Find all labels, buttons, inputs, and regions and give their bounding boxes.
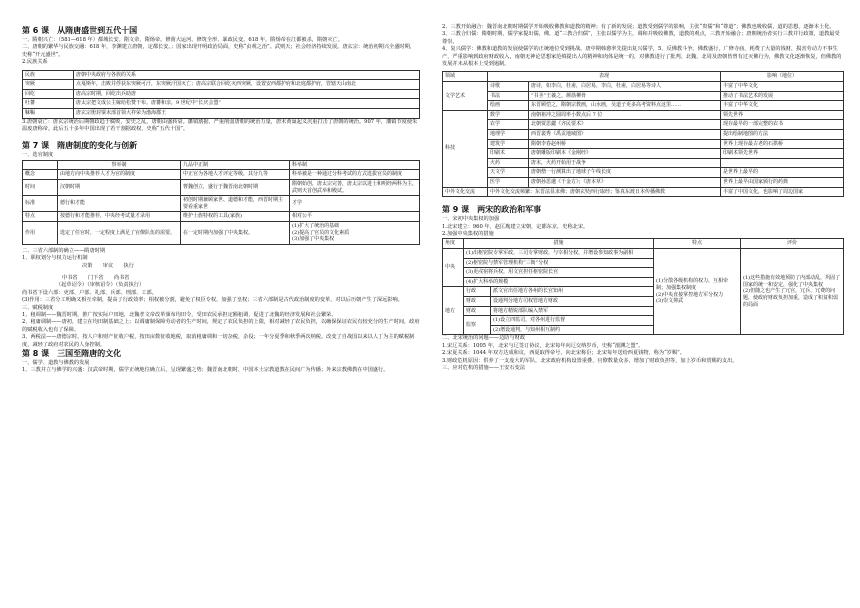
section-heading: 二、三省六部制的确立——隋唐时期 <box>22 247 106 254</box>
table-cell: 由地方向中央推荐人才为官的制度 <box>58 170 181 180</box>
table-cell: 唐朝中央政府与各族的关系 <box>74 70 420 80</box>
table-cell: 将地方精锐部队编入禁军 <box>491 306 654 316</box>
paragraph: 尚书省下设六部：吏部、户部、礼部、兵部、刑部、工部。 <box>22 289 157 296</box>
paragraph: 3、两税法——唐德宗时，按人户和财产征收户税，按田亩数征收地税，取消租庸调和一切杂税，杂役；一年分夏季和秋季两次纳税。改变了自战国以来以人丁为主的赋税制度，减轻了政府对农民的人身控制。 <box>22 334 415 348</box>
table-cell: 中外文化交流 <box>443 187 488 197</box>
paragraph: 1、租调制——魏晋时期，推广按实际户田地，北魏孝文帝改革颁布均田令，受田农民承担定额租调，促进了北魏的经济发展和社会繁荣。 <box>22 312 337 318</box>
table-row <box>443 72 844 82</box>
table-cell: 丰富了中国文化，也影响了周边国家 <box>721 187 844 197</box>
table-cell: (3)更戍宿将兵权，用文官担任枢密院长官 <box>464 268 654 278</box>
paragraph: 2、三教开始融合：魏晋南北朝时期儒学开始吸收佛教和道教的精神；有了新的发展；道教受到儒学的影响，主张“贵儒”和“尊道”；佛教也吸收儒，道的思想，逐渐本土化。 <box>442 24 835 30</box>
lesson6-title: 第 6 课 从隋唐盛世到五代十国 <box>22 26 138 35</box>
table-cell: 作用 <box>23 221 58 244</box>
table-cell: 措施 <box>464 239 654 249</box>
table-cell: 特点 <box>654 239 741 249</box>
table-cell: (2)枢密院与禁军管理机构“三衙”分权 <box>464 258 654 268</box>
table-cell: 行政 <box>464 287 491 297</box>
table-cell: 唐太宗把文成公主嫁给松赞干布。唐蕃和亲，9 世纪中“长庆会盟” <box>74 99 420 109</box>
table-cell: 财政 <box>464 296 491 306</box>
table-cell: 选定了任官时，一定程度上满足了官僚队伍的需要。 <box>58 221 181 244</box>
table-row <box>443 149 844 159</box>
table-cell: 监察 <box>464 316 491 335</box>
table-row <box>23 221 420 244</box>
table-cell: 隋朝始创，唐太宗完善，唐太宗以进士和明经两科为主，武则天首创武举和殿试。 <box>290 180 420 196</box>
table-cell: 建筑学 <box>488 139 529 149</box>
table-cell: 火药 <box>488 158 529 168</box>
table-cell: 隋朝李春赵州桥 <box>529 139 721 149</box>
left-column <box>22 26 420 375</box>
table-cell: 中央 <box>443 248 464 286</box>
table-cell: 在一定时期内加强了中央集权。 <box>181 221 290 244</box>
table-cell: 现存最早的一部完整的农书 <box>721 120 844 130</box>
table-cell: 南朝祖冲之圆周率小数点后 7 位 <box>529 110 721 120</box>
table-row <box>443 82 844 92</box>
table-cell: 汉朝时期 <box>58 180 181 196</box>
paragraph: 4、复兴儒学：佛教和道教的发展使儒学的正统地位受到挑战。唐中期韩愈率先提出复兴儒学，5、反佛教斗争。佛教盛行，广修寺庙，耗费了大量的钱财，损害劳动力不事生产，严重影响到政府财政收入，南朝无神论思想家范缜提出人的精神和肉体是统一的，对佛教进行了批判。北魏，北周及唐朝皆曾有过灭佛行为，佛教文化逐渐恢复，但佛教的发展并未从根本上受到遏制。 <box>442 46 842 68</box>
table-cell: 吐蕃 <box>23 99 74 109</box>
table-row <box>23 160 420 170</box>
paragraph: 3、三教合归儒：隋朝时期，儒学家提出儒，佛，道“三教合归儒”，主张以儒学为主，调和并吸收佛教，道教的观点，三教开始融合；唐朝统治者实行三教并行政策，道教最受尊崇。 <box>442 31 840 45</box>
table-row <box>443 239 844 249</box>
table-cell: 表现 <box>488 72 721 82</box>
table-row <box>443 139 844 149</box>
table-cell: 按德行和才能推荐，中央经考试量才录用 <box>58 212 181 222</box>
flow-labels-2: 中书省 门下省 尚书省 <box>62 274 130 281</box>
lesson8-title: 第 8 课 三国至隋唐的文化 <box>22 349 122 359</box>
table-cell: 才学 <box>290 196 420 212</box>
table-cell: 标准 <box>23 196 58 212</box>
table-cell <box>721 158 844 168</box>
table-row <box>23 170 420 180</box>
table-row <box>23 70 420 80</box>
table-cell: 丰富了中华文化 <box>721 101 844 111</box>
table-cell: 是世界上最早的 <box>721 168 844 178</box>
subheading: 1、职权划分与权力运行机制 <box>22 255 88 262</box>
table-row <box>443 177 844 187</box>
table-cell: (1)分散各级机构的权力，互相牵制；加强集权制度 (2)中央直接掌控地方军分权力 (3)崇文抑武 <box>654 248 741 334</box>
table-cell: 评价 <box>741 239 844 249</box>
table-cell: (4)扩大科举的规模 <box>464 277 654 287</box>
table-row <box>443 130 844 140</box>
selection-system-table <box>22 160 420 245</box>
table-cell: 印刷术 <box>488 149 529 159</box>
table-cell: 北朝贾思勰《齐民要术》 <box>529 120 721 130</box>
table-cell: 唐朝孙思邈《千金方》；《唐本草》 <box>529 177 721 187</box>
table-cell: “书圣”王羲之，颜筋柳骨 <box>529 91 721 101</box>
table-cell: 绘画 <box>488 101 529 111</box>
table-cell: 科举制 <box>290 160 420 170</box>
table-row <box>443 110 844 120</box>
table-row <box>443 91 844 101</box>
table-cell: (1)出枢密院专掌军政，三司专掌财政，与宰相分权，并增设参知政事为副相 <box>464 248 654 258</box>
table-cell: 财政 <box>464 306 491 316</box>
table-cell: (1)设立四监司，对各州进行监督 <box>491 316 654 326</box>
table-cell: 回纥 <box>23 89 74 99</box>
table-cell: 西晋裴秀《禹贡地域图》 <box>529 130 721 140</box>
table-cell: 科举被是一种通过分科考试的方式选拔官员的制度 <box>290 170 420 180</box>
table-cell: 突厥 <box>23 80 74 90</box>
table-cell <box>23 160 58 170</box>
section-heading: 一、儒学、道教与佛教的发展 <box>22 360 90 367</box>
table-cell: 派文官出任地方各州的长官知州 <box>491 287 654 297</box>
table-cell: 医学 <box>488 177 529 187</box>
table-cell: 曹魏创立，盛行于魏晋南北朝时期 <box>181 180 290 196</box>
table-row <box>443 168 844 178</box>
table-cell: 中外文化交流频繁：东晋法显求佛；唐朝玄奘西行取经；鉴真东渡日本传播佛教 <box>488 187 721 197</box>
lesson7-title: 第 7 课 隋唐制度的变化与创新 <box>22 141 138 151</box>
section-heading: 二、北宋统治的问题——边防与财政 <box>442 335 526 342</box>
table-row <box>23 99 420 109</box>
table-cell: 设通判分地方司权管地方财政 <box>491 296 654 306</box>
paragraph: 2、租庸调制——唐初，建立在均田制基础之上；以调庸制保障劳动者的生产时间，规定了农民负担的上限，相对减轻了农民负担，以确保保证农民有较充分的生产时间，政府的赋税收入也有了保障。 <box>22 319 420 333</box>
table-row <box>443 248 844 258</box>
table-cell: 中正官为各地人才评定等级，其分九等 <box>181 170 290 180</box>
table-cell: 唐高宗时期，回纥出兵助唐 <box>74 89 420 99</box>
table-cell: 维护士族特权的工具(家族) <box>181 212 290 222</box>
table-row <box>23 109 420 119</box>
paragraph: 2.宋夏关系：1044 年双方达成和议，西夏取得帝号，向北宋称臣；北宋每年送给西夏钱物，称为“岁赐”。 <box>442 350 685 357</box>
table-cell: 地理学 <box>488 130 529 140</box>
table-cell: 世界上最早由国家颁行的药典 <box>721 177 844 187</box>
section-heading: 一、选官制度 <box>22 152 54 159</box>
table-cell: 东晋顾恺之，隋朝宗教画，山水画，吴道子更多高考资料点这里…… <box>529 101 721 111</box>
table-cell: 察举制 <box>58 160 181 170</box>
table-row <box>443 120 844 130</box>
table-cell: 天文学 <box>488 168 529 178</box>
table-cell: 书法 <box>488 91 529 101</box>
paragraph: (3)作用：三省分工明确又相互牵制，提高了行政效率；相权被分割，避免了权臣专权，加强了皇权；三省六部制是古代政治制度的变革，对以后历朝产生了深远影响。 <box>22 297 403 304</box>
table-row <box>443 158 844 168</box>
table-cell: 诗歌 <box>488 82 529 92</box>
table-row <box>23 89 420 99</box>
table-cell: 唐诗，如李白，杜甫，白居易，李白，杜甫，白居易等诗人 <box>529 82 721 92</box>
table-cell: 影响（地位） <box>721 72 844 82</box>
paragraph: 1.宋辽关系：1005 年，北宋与辽签订协议，北宋每年向辽交纳岁币，史称“澶渊之盟”。 <box>442 342 644 349</box>
table-cell: 数学 <box>488 110 529 120</box>
table-cell: 领先世界 <box>721 110 844 120</box>
table-cell: 德行和才能 <box>58 196 181 212</box>
table-cell: 地方 <box>443 287 464 335</box>
table-cell: 唐玄宗册封粟末部首领大祚荣为渤海郡王 <box>74 109 420 119</box>
table-cell: (1)扩大了统治的基础 (2)提高了官员的文化素质 (3)加强了中央集权 <box>290 221 420 244</box>
table-cell: 世界上现存最古老的石拱桥 <box>721 139 844 149</box>
table-cell: 时间 <box>23 180 58 196</box>
table-cell: 丰富了中华文化 <box>721 82 844 92</box>
table-row <box>443 101 844 111</box>
table-cell: 文学艺术 <box>443 82 488 111</box>
table-cell: 推动了书法艺术的发展 <box>721 91 844 101</box>
ethnic-relations-table <box>22 70 420 119</box>
table-cell: 概念 <box>23 170 58 180</box>
flow-labels-3: （起草诏令）（审核诏令）（负责执行） <box>56 282 145 289</box>
culture-table <box>442 71 844 197</box>
table-cell: 九品中正制 <box>181 160 290 170</box>
paragraph: 2.加强中央集权的措施 <box>442 230 494 237</box>
table-cell: 点戛斯年，击败并俘获东突厥可汗，东突厥汗国灭亡；唐高宗联合回纥灭西突厥，设置安西都护府和北庭都护府，管辖天山南北 <box>74 80 420 90</box>
table-cell: 唐末，火药开始用于战争 <box>529 158 721 168</box>
table-row <box>443 187 844 197</box>
table-cell: 靺鞨 <box>23 109 74 119</box>
paragraph: 二、唐朝的繁华与民族交融：618 年，李渊建立唐朝，定都长安。；国家出现开明政治局面，史称“贞观之治”。武则天；社会经济持续发展。唐玄宗：统治初期兴全盛时期，史称“开元盛世”。 <box>22 44 415 58</box>
flow-labels-1: 决策 审议 执行 <box>82 262 134 269</box>
paragraph: 2.民族关系 <box>22 59 48 66</box>
section-heading: 一、宋初中央集权的加强 <box>442 216 500 223</box>
table-cell: 领域 <box>443 72 488 82</box>
paragraph: 1、三教并立与佛学的兴盛：汉武帝时期，儒学正统地位确立后，呈现繁盛之势；魏晋南北朝时，中国本土宗教道教在民间广为传播；外来宗教佛教在中国盛行。 <box>22 367 389 374</box>
table-cell: 特点 <box>23 212 58 222</box>
centralization-table <box>442 238 844 335</box>
table-cell: 科技 <box>443 110 488 187</box>
table-cell: 民族 <box>23 70 74 80</box>
right-column <box>442 24 844 372</box>
table-cell: 初创时期兼顾家世、道德和才能，西晋时期主要看重家世 <box>181 196 290 212</box>
table-row <box>23 80 420 90</box>
table-row <box>23 196 420 212</box>
paragraph: 3.唐朝衰亡：唐玄宗统治后期朝政趋于腐败，安史之乱，唐朝由盛转衰。藩镇割据，严重削弱唐朝的统治力量，唐末黄巢起义沉重打击了唐朝的统治。907 年，藩镇节度使朱温废唐称帝。此后五十多年中国出现了若干割据政权，史称“五代十国”。 <box>22 118 418 132</box>
table-cell: 唐朝僧一行测算出了地球子午线长度 <box>529 168 721 178</box>
table-cell: (1)这些措施有效地预防了内部动乱，巩固了国家的统一和安定，强化了中央集权 (2)但随之也产生了冗官，冗兵、冗费的问题，使政府财政负担加重，造成了积贫积弱的局面 <box>741 248 844 334</box>
table-row <box>23 180 420 196</box>
table-cell: 相对公平 <box>290 212 420 222</box>
table-cell: 农学 <box>488 120 529 130</box>
paragraph: 一、隋朝兴亡：（581—618 年）都城长安。隋文帝，隋炀帝。修凿大运河、修筑全形、暴政民变。618 年，隋炀帝在江都被杀，隋朝灭亡。 <box>22 37 343 43</box>
table-row <box>23 212 420 222</box>
lesson9-title: 第 9 课 两宋的政治和军事 <box>442 205 542 215</box>
table-cell: 提出绘制地图的方法 <box>721 130 844 140</box>
table-cell: 角度 <box>443 239 464 249</box>
paragraph: 3.财政危机原因：供养了一支庞大的军队，北宋政府机构设置重叠，官僚数量众多，增加了财政负担等，加上岁币和赏赐的支出。 <box>442 357 738 364</box>
section-heading: 三、应对危机的措施——王安石变法 <box>442 364 526 371</box>
table-cell: 唐朝雕版印刷本《金刚经》 <box>529 149 721 159</box>
table-cell: (2)增设通判，与知州相互制约 <box>491 325 654 335</box>
section-heading: 三、赋税制度 <box>22 304 54 311</box>
table-cell: 印刷术领先世界 <box>721 149 844 159</box>
paragraph: 1.北宋建立：960 年，赵匡胤建立宋朝，定都东京，史称北宋。 <box>442 223 589 230</box>
